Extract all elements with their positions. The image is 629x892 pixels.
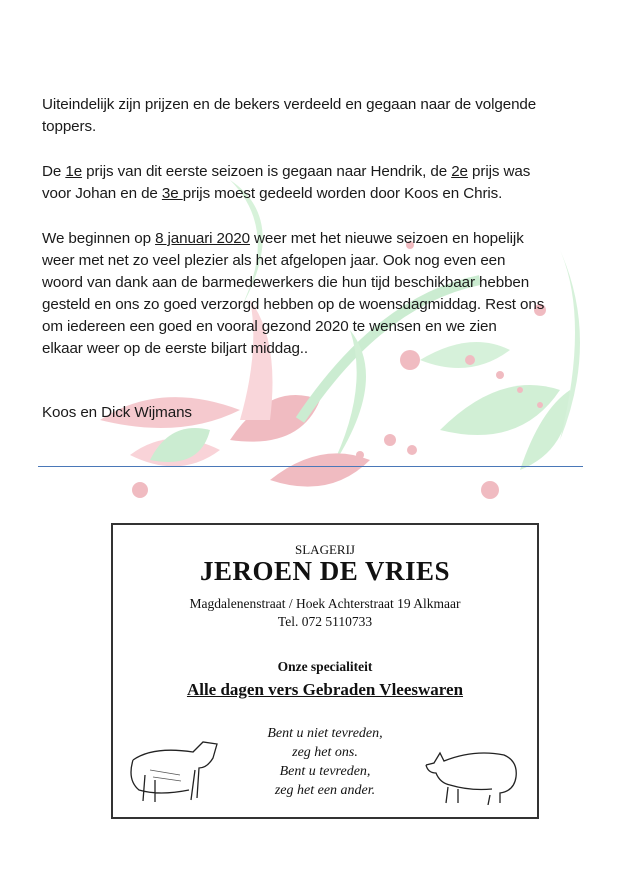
signature: Koos en Dick Wijmans	[42, 404, 192, 421]
underlined-text: 1e	[65, 163, 83, 180]
horizontal-divider	[38, 466, 583, 467]
ad-poem-line: zeg het een ander.	[274, 783, 376, 798]
paragraph-line	[42, 230, 524, 247]
ad-poem-line: Bent u tevreden,	[279, 764, 371, 779]
ad-business-name: JEROEN DE VRIES	[199, 556, 451, 586]
butcher-advertisement	[111, 523, 539, 819]
ad-poem-line: zeg het ons.	[292, 745, 358, 760]
paragraph-line: gesteld en ons zo goed verzorgd hebben op de woensdagmiddag. Rest ons	[42, 296, 545, 313]
paragraph-line: elkaar weer op de eerste biljart middag..	[42, 340, 309, 357]
paragraph-line: toppers.	[42, 118, 97, 135]
text: prijs van dit eerste seizoen is gegaan naar Hendrik, de	[82, 163, 452, 180]
paragraph-line	[42, 163, 530, 180]
underlined-text: 3e	[161, 185, 183, 202]
pig-illustration	[418, 735, 523, 805]
cow-illustration	[125, 725, 225, 805]
paragraph-line: weer met net zo veel plezier als het afgelopen jaar. Ook nog even een	[42, 252, 506, 269]
ad-address: Magdalenenstraat / Hoek Achterstraat 19 Alkmaar	[189, 596, 461, 611]
text: De	[42, 163, 66, 180]
text: weer met het nieuwe seizoen en hopelijk	[249, 230, 524, 247]
ad-poem-line: Bent u niet tevreden,	[267, 726, 383, 741]
ad-specialty-label: Onze specialiteit	[277, 659, 373, 674]
ad-specialty: Alle dagen vers Gebraden Vleeswaren	[186, 680, 464, 699]
underlined-text: 2e	[451, 163, 468, 180]
ad-subtitle: SLAGERIJ	[295, 542, 355, 557]
text: voor Johan en de	[42, 185, 162, 202]
ad-phone: Tel. 072 5110733	[277, 614, 373, 629]
text: prijs moest gedeeld worden door Koos en Chris.	[182, 185, 503, 202]
paragraph-line: om iedereen een goed en vooral gezond 2020 te wensen en we zien	[42, 318, 497, 335]
paragraph-line	[42, 185, 502, 202]
text: We beginnen op	[42, 230, 156, 247]
paragraph-line: woord van dank aan de barmedewerkers die hun tijd beschikbaar hebben	[42, 274, 530, 291]
paragraph-line: Uiteindelijk zijn prijzen en de bekers verdeeld en gegaan naar de volgende	[42, 96, 537, 113]
text: prijs was	[467, 163, 531, 180]
underlined-date: 8 januari 2020	[155, 230, 250, 247]
